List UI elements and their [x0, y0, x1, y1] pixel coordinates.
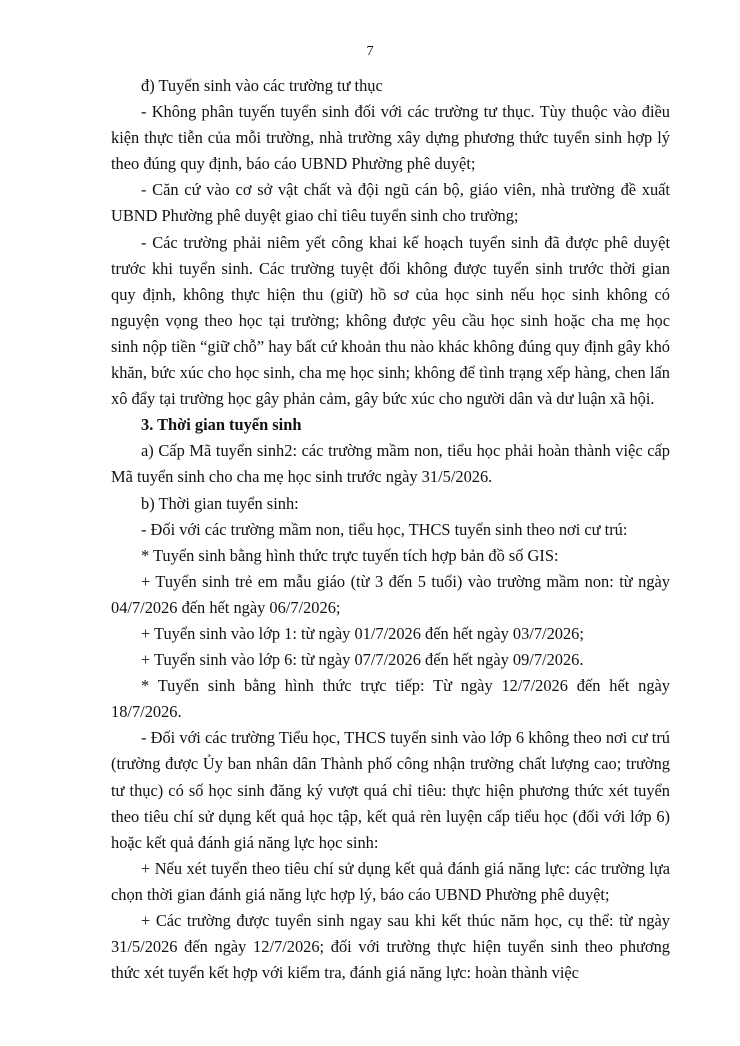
- paragraph: + Tuyển sinh trẻ em mẫu giáo (từ 3 đến 5 tuổi) vào trường mầm non: từ ngày 04/7/2026 đến hết ngày 06/7/2026;: [111, 571, 670, 617]
- paragraph: + Tuyển sinh vào lớp 6: từ ngày 07/7/2026 đến hết ngày 09/7/2026.: [141, 650, 584, 670]
- page-number: 7: [366, 44, 374, 59]
- paragraph: đ) Tuyển sinh vào các trường tư thục: [141, 76, 383, 95]
- paragraph: + Tuyển sinh vào lớp 1: từ ngày 01/7/2026 đến hết ngày 03/7/2026;: [141, 623, 584, 643]
- paragraph: - Đối với các trường Tiểu học, THCS tuyển sinh vào lớp 6 không theo nơi cư trú (trường được Ủy ban nhân dân Thành phố công nhận trường chất lượng cao; trường tư thục) có số học sinh đăng ký vượt quá chỉ tiêu: thực hiện phương thức xét tuyển theo tiêu chí sử dụng kết quả học tập, kết quả rèn luyện cấp tiểu học (đối với lớp 6) hoặc kết quả đánh giá năng lực học sinh:: [111, 728, 670, 852]
- paragraph: b) Thời gian tuyển sinh:: [141, 493, 299, 513]
- paragraph: + Nếu xét tuyển theo tiêu chí sử dụng kết quả đánh giá năng lực: các trường lựa chọn thời gian đánh giá năng lực hợp lý, báo cáo UBND Phường phê duyệt;: [111, 858, 670, 904]
- paragraph: - Căn cứ vào cơ sở vật chất và đội ngũ cán bộ, giáo viên, nhà trường đề xuất UBND Phường phê duyệt giao chỉ tiêu tuyển sinh cho trường;: [111, 180, 670, 226]
- paragraph: - Không phân tuyến tuyển sinh đối với các trường tư thục. Tùy thuộc vào điều kiện thực tiễn của mỗi trường, nhà trường xây dựng phương thức tuyển sinh hợp lý theo đúng quy định, báo cáo UBND Phường phê duyệt;: [111, 102, 670, 174]
- paragraph: a) Cấp Mã tuyển sinh2: các trường mầm non, tiểu học phải hoàn thành việc cấp Mã tuyển sinh cho cha mẹ học sinh trước ngày 31/5/2026.: [111, 441, 670, 487]
- paragraph: + Các trường được tuyển sinh ngay sau khi kết thúc năm học, cụ thể: từ ngày 31/5/2026 đến ngày 12/7/2026; đối với trường thực hiện tuyển sinh theo phương thức xét tuyển kết hợp với kiểm tra, đánh giá năng lực: hoàn thành việc: [111, 911, 670, 983]
- paragraph: * Tuyển sinh bằng hình thức trực tiếp: Từ ngày 12/7/2026 đến hết ngày 18/7/2026.: [111, 676, 670, 722]
- paragraph: - Đối với các trường mầm non, tiểu học, THCS tuyển sinh theo nơi cư trú:: [141, 519, 628, 539]
- section-heading: 3. Thời gian tuyển sinh: [141, 415, 302, 435]
- paragraph: - Các trường phải niêm yết công khai kế hoạch tuyển sinh đã được phê duyệt trước khi tuyển sinh. Các trường tuyệt đối không được tuyển sinh trước thời gian quy định, không thực hiện thu (giữ) hồ sơ của học sinh nếu học sinh không có nguyện vọng theo học tại trường; không được yêu cầu học sinh hoặc cha mẹ học sinh nộp tiền “giữ chỗ” hay bất cứ khoản thu nào khác không đúng quy định gây khó khăn, bức xúc cho học sinh, cha mẹ học sinh; không để tình trạng xếp hàng, chen lấn xô đẩy tại trường học gây phản cảm, gây bức xúc cho người dân và dư luận xã hội.: [111, 232, 670, 409]
- paragraph: * Tuyển sinh bằng hình thức trực tuyến tích hợp bản đồ số GIS:: [141, 545, 559, 565]
- document-body: [111, 73, 670, 986]
